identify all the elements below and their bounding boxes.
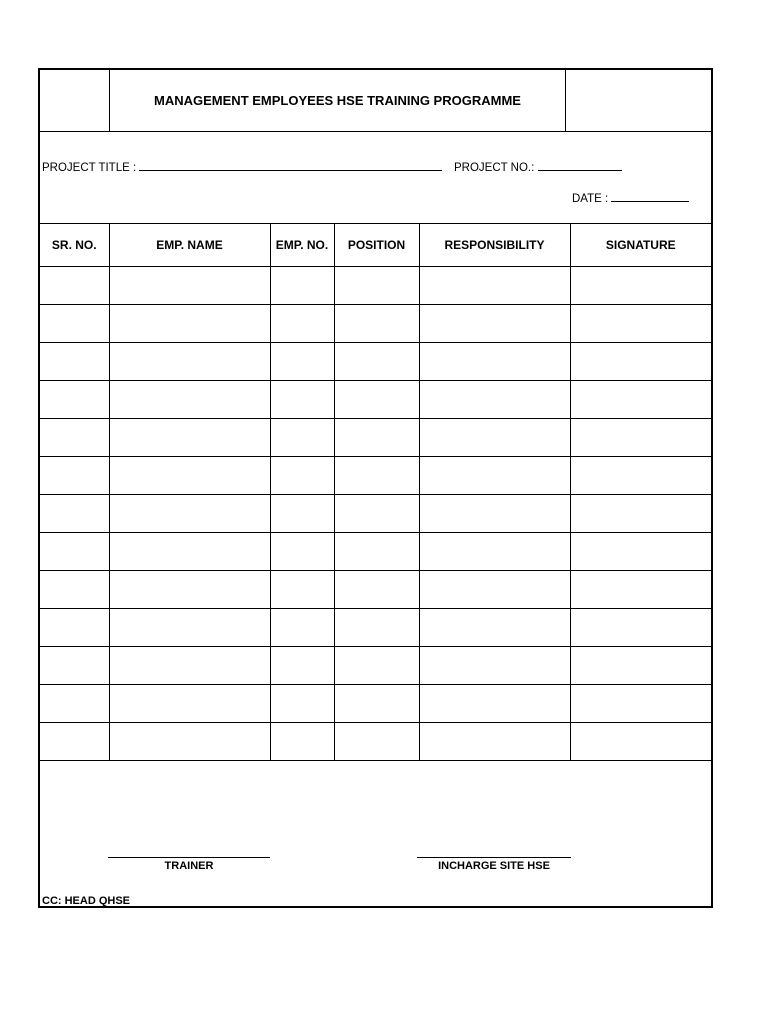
table-cell[interactable] [570, 685, 711, 723]
table-cell[interactable] [40, 381, 109, 419]
incharge-signature-line[interactable] [417, 857, 571, 858]
trainer-label: TRAINER [164, 860, 214, 872]
table-cell[interactable] [270, 343, 334, 381]
table-cell[interactable] [109, 457, 270, 495]
table-cell[interactable] [109, 571, 270, 609]
table-cell[interactable] [109, 533, 270, 571]
trainer-signature-line[interactable] [108, 857, 270, 858]
table-row [40, 609, 711, 647]
table-cell[interactable] [419, 343, 570, 381]
table-cell[interactable] [109, 685, 270, 723]
project-no-field[interactable] [538, 160, 622, 171]
table-cell[interactable] [40, 571, 109, 609]
table-cell[interactable] [419, 381, 570, 419]
table-cell[interactable] [334, 609, 419, 647]
table-cell[interactable] [270, 647, 334, 685]
table-cell[interactable] [334, 381, 419, 419]
table-cell[interactable] [570, 647, 711, 685]
table-cell[interactable] [570, 419, 711, 457]
project-title-line [42, 160, 442, 174]
table-cell[interactable] [334, 419, 419, 457]
table-cell[interactable] [109, 495, 270, 533]
table-cell[interactable] [334, 571, 419, 609]
table-cell[interactable] [40, 343, 109, 381]
table-cell[interactable] [419, 685, 570, 723]
table-cell[interactable] [270, 685, 334, 723]
employee-table [40, 224, 711, 761]
table-cell[interactable] [334, 685, 419, 723]
ref-box [565, 70, 711, 131]
table-row [40, 495, 711, 533]
col-signature: SIGNATURE [570, 224, 711, 267]
table-cell[interactable] [109, 343, 270, 381]
table-cell[interactable] [419, 609, 570, 647]
col-sr-no: SR. NO. [40, 224, 109, 267]
col-responsibility: RESPONSIBILITY [419, 224, 570, 267]
table-cell[interactable] [570, 267, 711, 305]
table-cell[interactable] [270, 419, 334, 457]
training-form [38, 68, 713, 908]
table-cell[interactable] [40, 267, 109, 305]
table-cell[interactable] [270, 723, 334, 761]
table-cell[interactable] [40, 685, 109, 723]
project-no-label: PROJECT NO.: [454, 162, 535, 174]
project-title-label: PROJECT TITLE : [42, 162, 137, 174]
table-cell[interactable] [109, 381, 270, 419]
table-row [40, 267, 711, 305]
table-cell[interactable] [40, 609, 109, 647]
table-cell[interactable] [109, 267, 270, 305]
table-cell[interactable] [270, 533, 334, 571]
col-position: POSITION [334, 224, 419, 267]
table-cell[interactable] [109, 723, 270, 761]
project-no-line [454, 160, 622, 174]
table-cell[interactable] [334, 267, 419, 305]
table-cell[interactable] [419, 419, 570, 457]
form-title: MANAGEMENT EMPLOYEES HSE TRAINING PROGRAMME [154, 93, 521, 108]
table-cell[interactable] [419, 495, 570, 533]
date-label: DATE : [572, 193, 609, 205]
table-cell[interactable] [570, 381, 711, 419]
cc-note: CC: HEAD QHSE [42, 895, 131, 907]
table-cell[interactable] [40, 647, 109, 685]
table-cell[interactable] [419, 647, 570, 685]
table-cell[interactable] [334, 533, 419, 571]
table-cell[interactable] [270, 457, 334, 495]
table-cell[interactable] [570, 609, 711, 647]
date-field[interactable] [611, 191, 689, 202]
project-info [40, 132, 711, 224]
table-cell[interactable] [570, 343, 711, 381]
table-cell[interactable] [419, 305, 570, 343]
table-cell[interactable] [570, 533, 711, 571]
table-cell[interactable] [40, 723, 109, 761]
col-emp-no: EMP. NO. [270, 224, 334, 267]
table-cell[interactable] [570, 723, 711, 761]
table-cell[interactable] [570, 305, 711, 343]
table-cell[interactable] [40, 457, 109, 495]
table-cell[interactable] [270, 495, 334, 533]
table-row [40, 647, 711, 685]
table-cell[interactable] [40, 419, 109, 457]
table-cell[interactable] [570, 571, 711, 609]
table-cell[interactable] [419, 723, 570, 761]
table-cell[interactable] [334, 723, 419, 761]
table-cell[interactable] [109, 647, 270, 685]
table-cell[interactable] [270, 305, 334, 343]
table-cell[interactable] [334, 305, 419, 343]
table-cell[interactable] [40, 533, 109, 571]
table-cell[interactable] [109, 419, 270, 457]
table-cell[interactable] [419, 571, 570, 609]
table-cell[interactable] [334, 647, 419, 685]
table-cell[interactable] [270, 381, 334, 419]
table-cell[interactable] [419, 267, 570, 305]
table-cell[interactable] [334, 457, 419, 495]
table-cell[interactable] [109, 609, 270, 647]
table-row [40, 381, 711, 419]
title-row [40, 70, 711, 132]
table-cell[interactable] [334, 343, 419, 381]
table-row [40, 305, 711, 343]
table-cell[interactable] [570, 495, 711, 533]
table-row [40, 533, 711, 571]
table-cell[interactable] [40, 305, 109, 343]
table-row [40, 723, 711, 761]
table-cell[interactable] [270, 609, 334, 647]
logo-box [40, 70, 110, 131]
table-row [40, 685, 711, 723]
incharge-label: INCHARGE SITE HSE [438, 860, 550, 872]
table-row [40, 419, 711, 457]
table-cell[interactable] [270, 571, 334, 609]
col-emp-name: EMP. NAME [109, 224, 270, 267]
table-body [40, 267, 711, 761]
table-cell[interactable] [40, 495, 109, 533]
table-cell[interactable] [419, 457, 570, 495]
table-row [40, 343, 711, 381]
date-line [572, 191, 689, 205]
table-cell[interactable] [570, 457, 711, 495]
table-cell[interactable] [109, 305, 270, 343]
footer [40, 762, 711, 906]
table-row [40, 571, 711, 609]
table-cell[interactable] [419, 533, 570, 571]
project-title-field[interactable] [139, 160, 442, 171]
table-header-row [40, 224, 711, 267]
table-cell[interactable] [334, 495, 419, 533]
table-cell[interactable] [270, 267, 334, 305]
table-row [40, 457, 711, 495]
